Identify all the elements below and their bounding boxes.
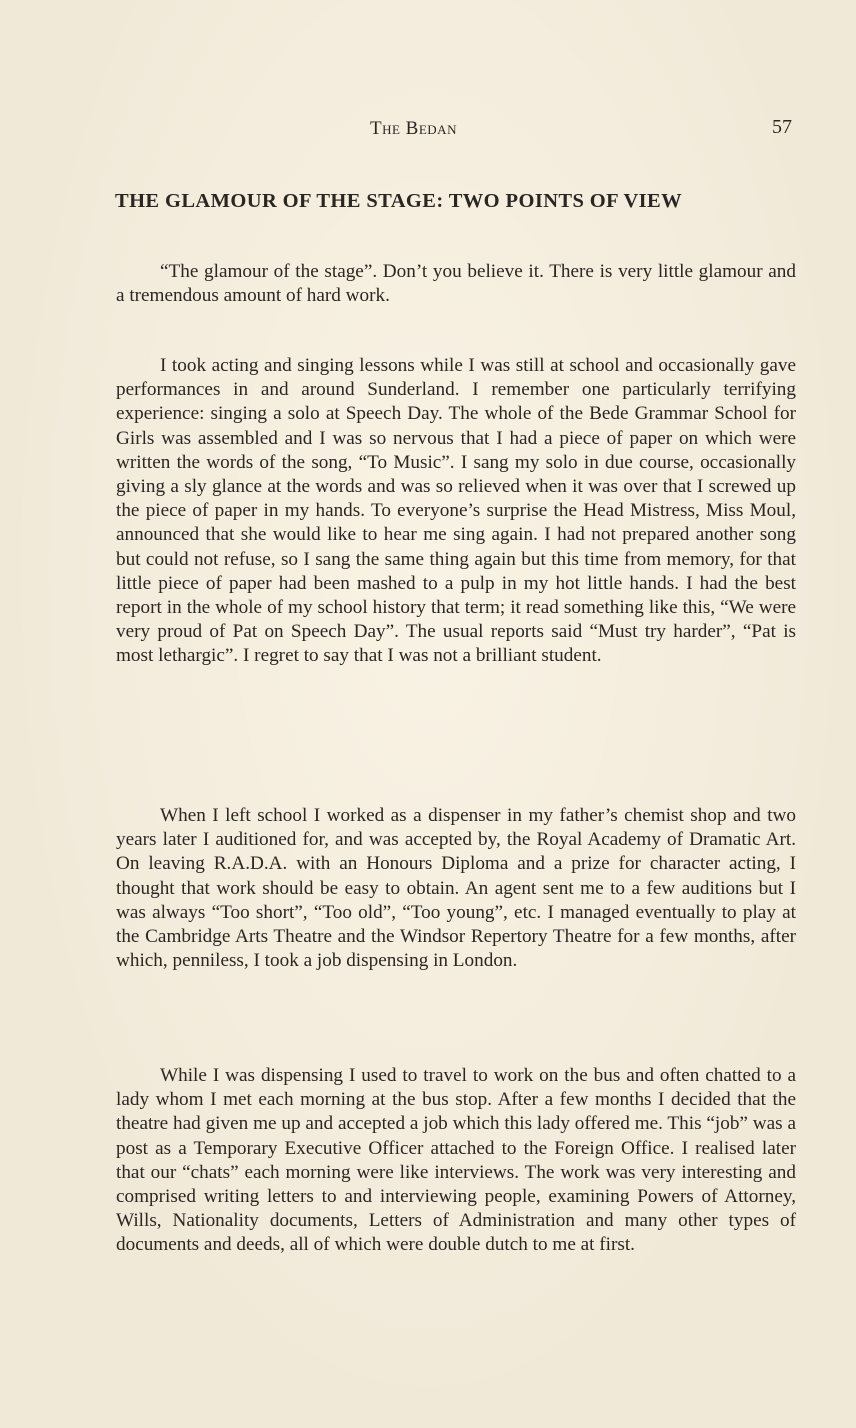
paragraph-3: When I left school I worked as a dispenser in my father’s chemist shop and two years later I auditioned for, and was accepted by, the Royal Academy of Dramatic Art. On leaving R.A.D.A. with an Honours Diploma and a prize for character acting, I thought that work should be easy to obtain. An agent sent me to a few auditions but I was always “Too short”, “Too old”, “Too young”, etc. I managed eventually to play at the Cambridge Arts Theatre and the Windsor Repertory Theatre for a few months, after which, penniless, I took a job dispensing in London.: [116, 805, 796, 972]
running-title: The Bedan: [370, 118, 457, 139]
paragraph-1: “The glamour of the stage”. Don’t you believe it. There is very little glamour and a tremendous amount of hard work.: [116, 261, 796, 307]
running-head: [0, 118, 856, 148]
paragraph-4: While I was dispensing I used to travel to work on the bus and often chatted to a lady whom I met each morning at the bus stop. After a few months I decided that the theatre had given me up and accepted a job which this lady offered me. This “job” was a post as a Temporary Executive Officer attached to the Foreign Office. I realised later that our “chats” each morning were like interviews. The work was very interesting and comprised writing letters to and interviewing people, examining Powers of Attorney, Wills, Nationality documents, Letters of Administration and many other types of documents and deeds, all of which were double dutch to me at first.: [116, 1065, 796, 1256]
article-title: THE GLAMOUR OF THE STAGE: TWO POINTS OF VIEW: [115, 190, 683, 212]
paragraph-2: I took acting and singing lessons while I was still at school and occasionally gave performances in and around Sunderland. I remember one particularly terrifying experience: singing a solo at Speech Day. The whole of the Bede Grammar School for Girls was assembled and I was so nervous that I had a piece of paper on which were written the words of the song, “To Music”. I sang my solo in due course, occasionally giving a sly glance at the words and was so relieved when it was over that I screwed up the piece of paper in my hands. To everyone’s surprise the Head Mistress, Miss Moul, announced that she would like to hear me sing again. I had not prepared another song but could not refuse, so I sang the same thing again but this time from memory, for that little piece of paper had been mashed to a pulp in my hot little hands. I had the best report in the whole of my school history that term; it read something like this, “We were very proud of Pat on Speech Day”. The usual reports said “Must try harder”, “Pat is most lethargic”. I regret to say that I was not a brilliant student.: [116, 355, 796, 667]
page-number: 57: [772, 116, 792, 138]
